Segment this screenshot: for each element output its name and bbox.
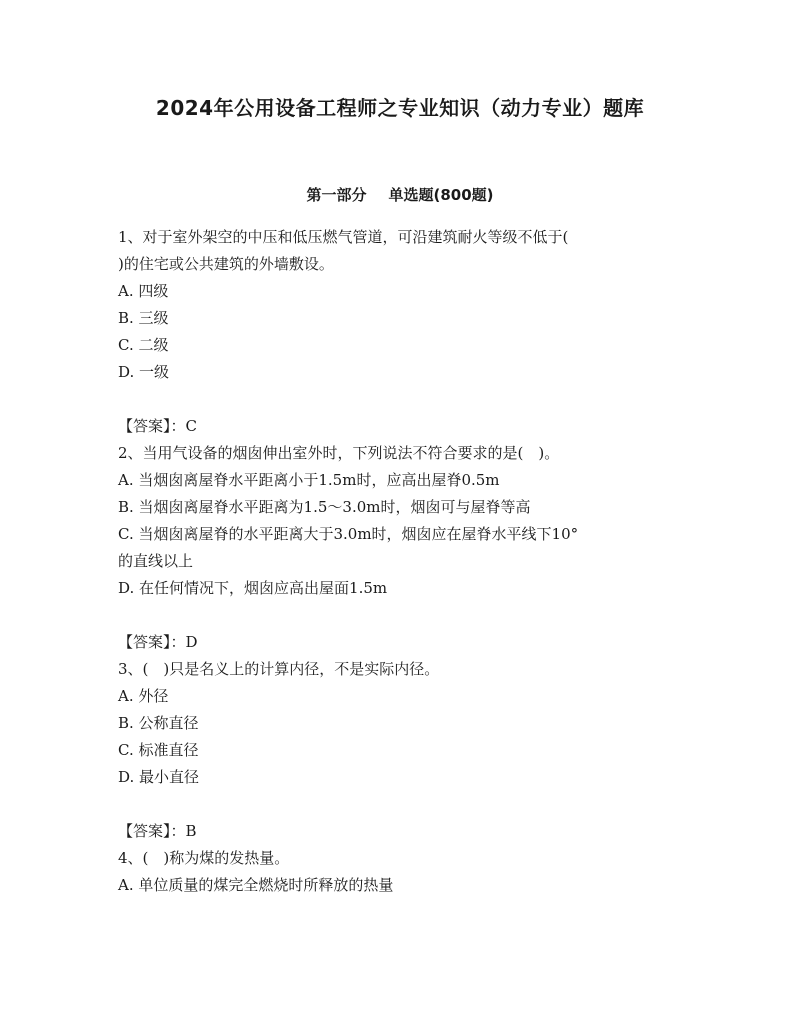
question-item: [118, 845, 678, 899]
answer-option: A. 当烟囱离屋脊水平距离小于1.5m时，应高出屋脊0.5m: [118, 471, 500, 489]
answer-option: C. 二级: [118, 336, 169, 354]
section-part: 第一部分: [306, 186, 367, 204]
document-title: 2024年公用设备工程师之专业知识（动力专业）题库: [155, 96, 645, 120]
answer-label: 【答案】：: [118, 822, 186, 840]
question-item: [118, 224, 678, 440]
section-heading: [0, 183, 800, 207]
answer-value: B: [185, 822, 197, 840]
answer-label: 【答案】：: [118, 633, 186, 651]
answer-line: [118, 818, 678, 845]
question-list: [118, 224, 678, 899]
answer-option: 的直线以上: [118, 552, 194, 570]
question-stem: 3、( )只是名义上的计算内径，不是实际内径。: [118, 660, 440, 678]
answer-option: A. 单位质量的煤完全燃烧时所释放的热量: [118, 876, 394, 894]
answer-option: A. 外径: [118, 687, 169, 705]
answer-option: D. 在任何情况下，烟囱应高出屋面1.5m: [118, 579, 388, 597]
section-name: 单选题(800题): [388, 186, 494, 204]
answer-option: B. 公称直径: [118, 714, 199, 732]
answer-option: C. 标准直径: [118, 741, 199, 759]
spacer: [118, 386, 678, 413]
answer-option: D. 一级: [118, 363, 170, 381]
answer-option: B. 三级: [118, 309, 169, 327]
spacer: [118, 791, 678, 818]
spacer: [118, 602, 678, 629]
answer-value: D: [185, 633, 198, 651]
question-item: [118, 656, 678, 845]
answer-line: [118, 413, 678, 440]
question-stem: )的住宅或公共建筑的外墙敷设。: [118, 255, 334, 273]
answer-option: B. 当烟囱离屋脊水平距离为1.5～3.0m时，烟囱可与屋脊等高: [118, 498, 531, 516]
answer-line: [118, 629, 678, 656]
question-stem: 4、( )称为煤的发热量。: [118, 849, 290, 867]
question-stem: 2、当用气设备的烟囱伸出室外时，下列说法不符合要求的是( )。: [118, 444, 560, 462]
answer-option: D. 最小直径: [118, 768, 200, 786]
answer-option: A. 四级: [118, 282, 169, 300]
question-stem: 1、对于室外架空的中压和低压燃气管道，可沿建筑耐火等级不低于(: [118, 228, 569, 246]
question-item: [118, 440, 678, 656]
answer-option: C. 当烟囱离屋脊的水平距离大于3.0m时，烟囱应在屋脊水平线下10°: [118, 525, 579, 543]
answer-value: C: [185, 417, 197, 435]
answer-label: 【答案】：: [118, 417, 186, 435]
